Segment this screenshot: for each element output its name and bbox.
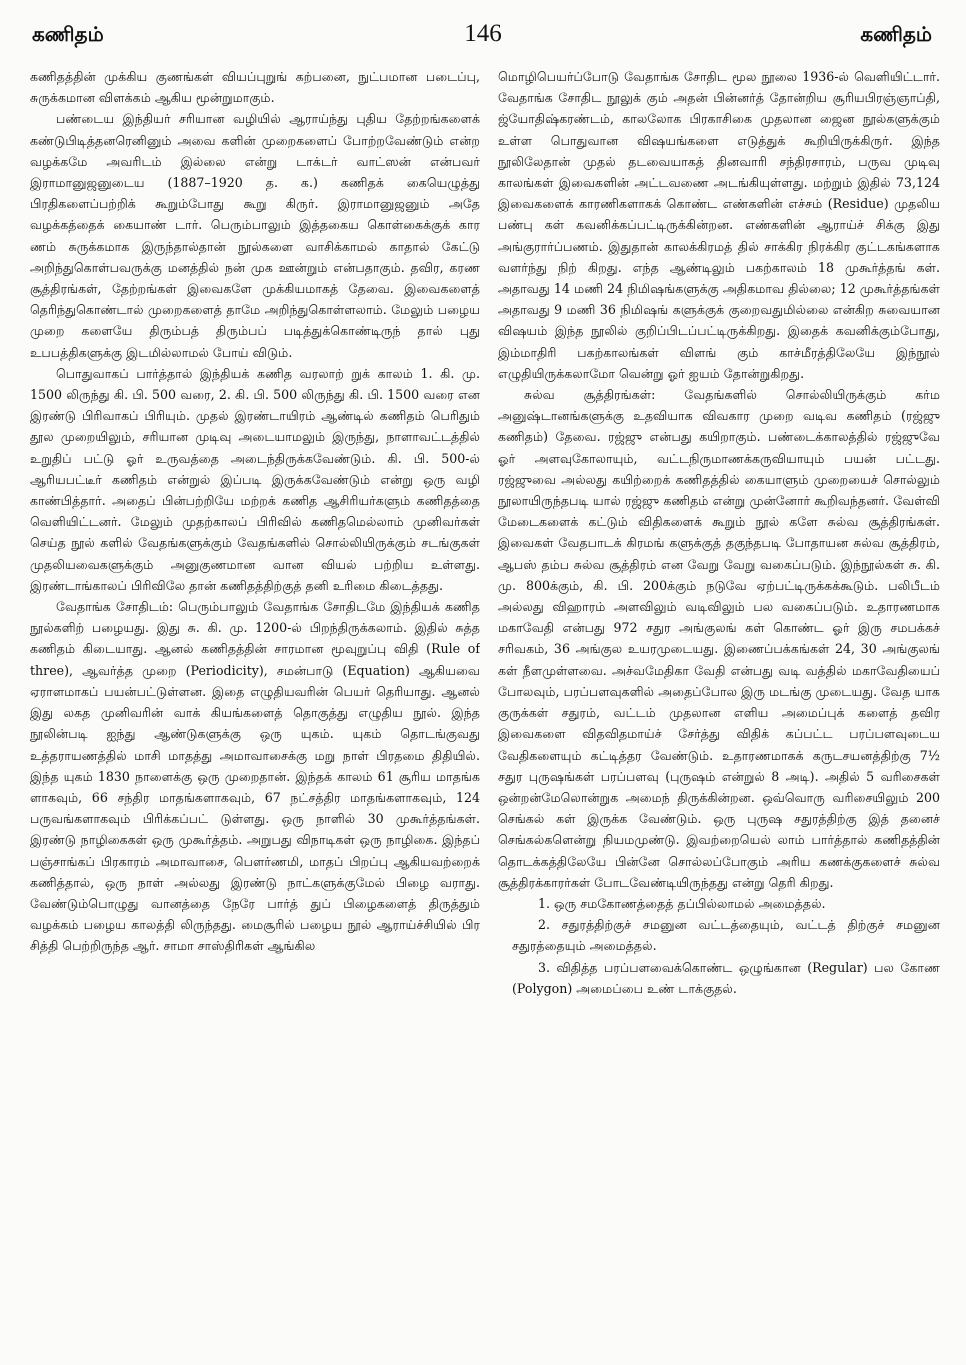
paragraph: சுல்வ சூத்திரங்கள்: வேதங்களில் சொல்லியிருக்கும் கர்ம அனுஷ்டானங்களுக்கு உதவியாக விவகார முறை வடிவ கணிதம் (ரஜ்ஜு கணிதம்) தேவை. ரஜ்ஜு என்பது கயிறாகும். பண்டைக்காலத்தில் ரஜ்ஜுவே ஓர் அளவுகோலாயும், வட்டநிருமாணக்கருவியாயும் பயன் பட்டது. ரஜ்ஜுவை அல்லது கயிற்றைக் கணிதத்தில் கையாளும் முறையைச் சொல்லும் நூலாயிருந்தபடி யால் ரஜ்ஜு கணிதம் என்று முன்னோர் கூறிவந்தனர். வேள்வி மேடைகளைக் கட்டும் விதிகளைக் கூறும் நூல் களே சுல்வ சூத்திரங்கள். இவைகள் வேதபாடக் கிரமங் களுக்குத் தகுந்தபடி போதாயன சுல்வ சூத்திரம், ஆபஸ் தம்ப சுல்வ சூத்திரம் என வேறு வேறு வகைப்படும். இந்நூல்கள் சு. கி. மு. 800க்கும், கி. பி. 200க்கும் நடுவே ஏற்பட்டிருக்கக்கூடும். பலிபீடம் அல்லது விஹாரம் அளவிலும் வடிவிலும் பல வகைப்படும். உதாரணமாக மகாவேதி என்பது 972 சதுர அங்குலங் கள் கொண்ட ஓர் இரு சமபக்கச் சரிவகம், 36 அங்குல உயரமுடையது. இணைப்பக்கங்கள் 24, 30 அங்குலங் கள் நீளமுள்ளவை. அச்வமேதிகா வேதி என்பது வடி வத்தில் மகாவேதியைப் போலவும், பரப்பளவுகளில் அதைப்போல இரு மடங்கு முடையது. வேத யாக குருக்கள் சதுரம், வட்டம் முதலான எளிய அமைப்புக் களைத் தவிர இவைகளை விதவிதமாய்ச் சேர்த்து விதிக் கப்பட்ட பரப்பளவுடைய வேதிகளையும் கட்டித்தர வேண்டும். உதாரணமாகக் கருடசயனத்திற்கு 7½ சதுர புருஷங்கள் பரப்பளவு (புருஷம் என்றுல் 8 அடி). அதில் 5 வரிசைகள் ஒன்றன்மேலொன்றுக அமைந் திருக்கின்றன. ஒவ்வொரு வரிசையிலும் 200 செங்கல் கள் இருக்க வேண்டும். ஒரு புருஷ சதுரத்திற்கு இத் தனைச் செங்கல்களென்று நியமமுண்டு. இவற்றையெல் லாம் பார்த்தால் கணிதத்தின் தொடக்கத்திலேயே பின்னே சொல்லப்போகும் அரிய கணக்குகளைச் சுல்வ சூத்திரக்காரர்கள் போடவேண்டியிருந்தது என்று தெரி கிறது. [498,387,940,890]
list-item: 3. விதித்த பரப்பளவைக்கொண்ட ஒழுங்கான (Regular) பல கோண (Polygon) அமைப்பை உண் டாக்குதல். [512,959,940,996]
paragraph: கணிதத்தின் முக்கிய குணங்கள் வியப்புறுங் கற்பனை, நுட்பமான படைப்பு, சுருக்கமான விளக்கம் ஆகிய மூன்றுமாகும். [30,69,480,106]
page-number: 146 [464,20,502,47]
paragraph: பண்டைய இந்தியர் சரியான வழியில் ஆராய்ந்து புதிய தேற்றங்களைக் கண்டுபிடித்தனரெனினும் அவை களின் முறைகளைப் போற்றவேண்டும் என்ற வழக்கமே அவரிடம் இல்லை என்று டாக்டர் வாட்ஸன் என்பவர் இராமானுஜனுடைய (1887–1920 த. க.) கணிதக் கையெழுத்து பிரதிகளைப்பற்றிக் கூறும்போது கூறு கிருர். இராமானுஜனும் அதே வழக்கத்தைக் கையாண் டார். பெரும்பாலும் இத்தகைய கொள்கைக்குக் கார ணம் சுருக்கமாக இருந்தால்தான் நூல்களை வாசிக்காமல் காதால் கேட்டு அறிந்துகொள்பவருக்கு மனத்தில் நன் முக ஊன்றும் என்பதாகும். தவிர, கரண சூத்திரங்கள், தேற்றங்கள் இவைகளே முக்கியமாகத் தேவை. இவைகளைத் தெரிந்துகொண்டால் முறைகளைத் தாமே அறிந்துகொள்ளலாம். மேலும் பழைய முறை களையே திரும்பத் திரும்பப் படித்துக்கொண்டிருந் தால் புது உபபத்திகளுக்கு இடமில்லாமல் போய் விடும். [30,111,480,360]
left-column [30,66,480,1351]
paragraph: வேதாங்க சோதிடம்: பெரும்பாலும் வேதாங்க சோதிடமே இந்தியக் கணித நூல்களிற் பழையது. இது சு. கி. மு. 1200-ல் பிறந்திருக்கலாம். இதில் சுத்த கணிதம் கிடையாது. ஆனல் கணிதத்தின் சாரமான மூவுறுப்பு விதி (Rule of three), ஆவர்த்த முறை (Periodicity), சமன்பாடு (Equation) ஆகியவை ஏராளமாகப் பயன்பட்டுள்ளன. இதை எழுதியவரின் பெயர் தெரியாது. ஆனல் இது லகத முனிவரின் வாக் கியங்களைத் தொகுத்து எழுதிய நூல். இந்த நூலின்படி ஐந்து ஆண்டுகளுக்கு ஒரு யுகம். யுகம் தொடங்குவது உத்தராயணத்தில் மாசி மாதத்து அமாவாசைக்கு மறு நாள் பிரதமை திதியில். இந்த யுகம் 1830 நாளைக்கு ஒரு முறைதான். இந்தக் காலம் 61 சூரிய மாதங்க ளாகவும், 66 சந்திர மாதங்களாகவும், 67 நட்சத்திர மாதங்களாகவும், 124 பருவங்களாகவும் பிரிக்கப்பட் டுள்ளது. ஒரு நாளில் 30 முகூர்த்தங்கள். இரண்டு நாழிகைகள் ஒரு முகூர்த்தம். அறுபது விநாடிகள் ஒரு நாழிகை. இந்தப் பஞ்சாங்கப் பிரகாரம் அமாவாசை, பௌர்ணமி, மாதப் பிறப்பு ஆகியவற்றைக் கணித்தால், ஒரு நாள் அல்லது இரண்டு நாட்களுக்குமேல் பிழை வராது. வேண்டும்பொழுது வானத்தை நேரே பார்த் துப் பிழைகளைத் திருத்தும் வழக்கம் பழைய காலத்தி லிருந்தது. மைசூரில் பழைய நூல் ஆராய்ச்சியில் பிர சித்தி பெற்றிருந்த ஆர். சாமா சாஸ்திரிகள் ஆங்கில [30,599,480,954]
page-header [0,0,966,60]
list-item: 1. ஒரு சமகோணத்தைத் தப்பில்லாமல் அமைத்தல். [538,895,826,911]
running-title-left: கணிதம் [32,22,104,46]
running-title-right: கணிதம் [860,22,932,46]
paragraph: மொழிபெயர்ப்போடு வேதாங்க சோதிட மூல நூலை 1936-ல் வெளியிட்டார். வேதாங்க சோதிட நூலுக் கும் அதன் பின்னர்த் தோன்றிய சூரியபிரஞ்ஞாப்தி, ஜ்யோதிஷ்கரண்டம், காலலோக பிரகாசிகை முதலான ஜைன நூல்களுக்கும் உள்ள பொதுவான விஷயங்களை எடுத்துக் கூறியிருக்கிருர். இந்த நூலிலேதான் முதல் தடவையாகத் தினவாரி சந்திரசாரம், பருவ முடிவு காலங்கள் இவைகளின் அட்டவணை அடங்கியுள்ளது. மற்றும் இதில் 73,124 இவைகளைக் காரணிகளாகக் கொண்ட எண்களின் எச்சம் (Residue) முதலிய பண்பு கள் கவனிக்கப்பட்டிருக்கின்றன. எண்களின் ஆராய்ச் சிக்கு இது அங்குரார்ப்பணம். இதுதான் காலக்கிரமத் தில் சாக்கிர நிரக்கிர குட்டகங்களாக வளர்ந்து நிற் கிறது. எந்த ஆண்டிலும் பகற்காலம் 18 முகூர்த்தங் கள். அதாவது 14 மணி 24 நிமிஷங்களுக்கு அதிகமாவ தில்லை; 12 முகூர்த்தங்கள் அதாவது 9 மணி 36 நிமிஷங் களுக்குக் குறைவதுமில்லை என்கிற சுவையான விஷயம் இந்த நூலில் குறிப்பிடப்பட்டிருக்கிறது. இதைக் கவனிக்கும்போது, இம்மாதிரி பகற்காலங்கள் விளங் கும் காச்மீரத்திலேயே இந்நூல் எழுதியிருக்கலாமோ வென்று ஓர் ஐயம் தோன்றுகிறது. [498,69,940,381]
paragraph: பொதுவாகப் பார்த்தால் இந்தியக் கணித வரலாற் றுக் காலம் 1. கி. மு. 1500 லிருந்து கி. பி. 500 வரை, 2. கி. பி. 500 லிருந்து கி. பி. 1500 வரை என இரண்டு பிரிவாகப் பிரியும். முதல் இரண்டாயிரம் ஆண்டில் கணிதம் பெரிதும் தூல முறையிலும், சரியான முடிவு அடையாமலும் இருந்து, நாளாவட்டத்தில் உறுதிப் பட்டு ஓர் உருவத்தை அடைந்திருக்கவேண்டும். கி. பி. 500-ல் ஆரியபட்டீர் கணிதம் என்றுல் இப்படி இருக்கவேண்டும் என்று ஒரு வழி காண்பித்தார். அதைப் பின்பற்றியே மற்றக் கணித ஆசிரியர்களும் கணிதத்தை வெளியிட்டனர். மேலும் முதற்காலப் பிரிவில் கணிதமெல்லாம் முனிவர்கள் செய்த நூல் களில் வேதங்களுக்கும் வேதங்களில் சொல்லியிருக்கும் சடங்குகள் முதலியவைகளுக்கும் அனுகுணமான வான வியல் பற்றிய உள்ளது. இரண்டாங்காலப் பிரிவிலே தான் கணிதத்திற்குத் தனி உரிமை கிடைத்தது. [30,365,480,593]
list-item: 2. சதுரத்திற்குச் சமனுன வட்டத்தையும், வட்டத் திற்குச் சமனுன சதுரத்தையும் அமைத்தல். [512,917,940,954]
right-column [498,66,940,1351]
